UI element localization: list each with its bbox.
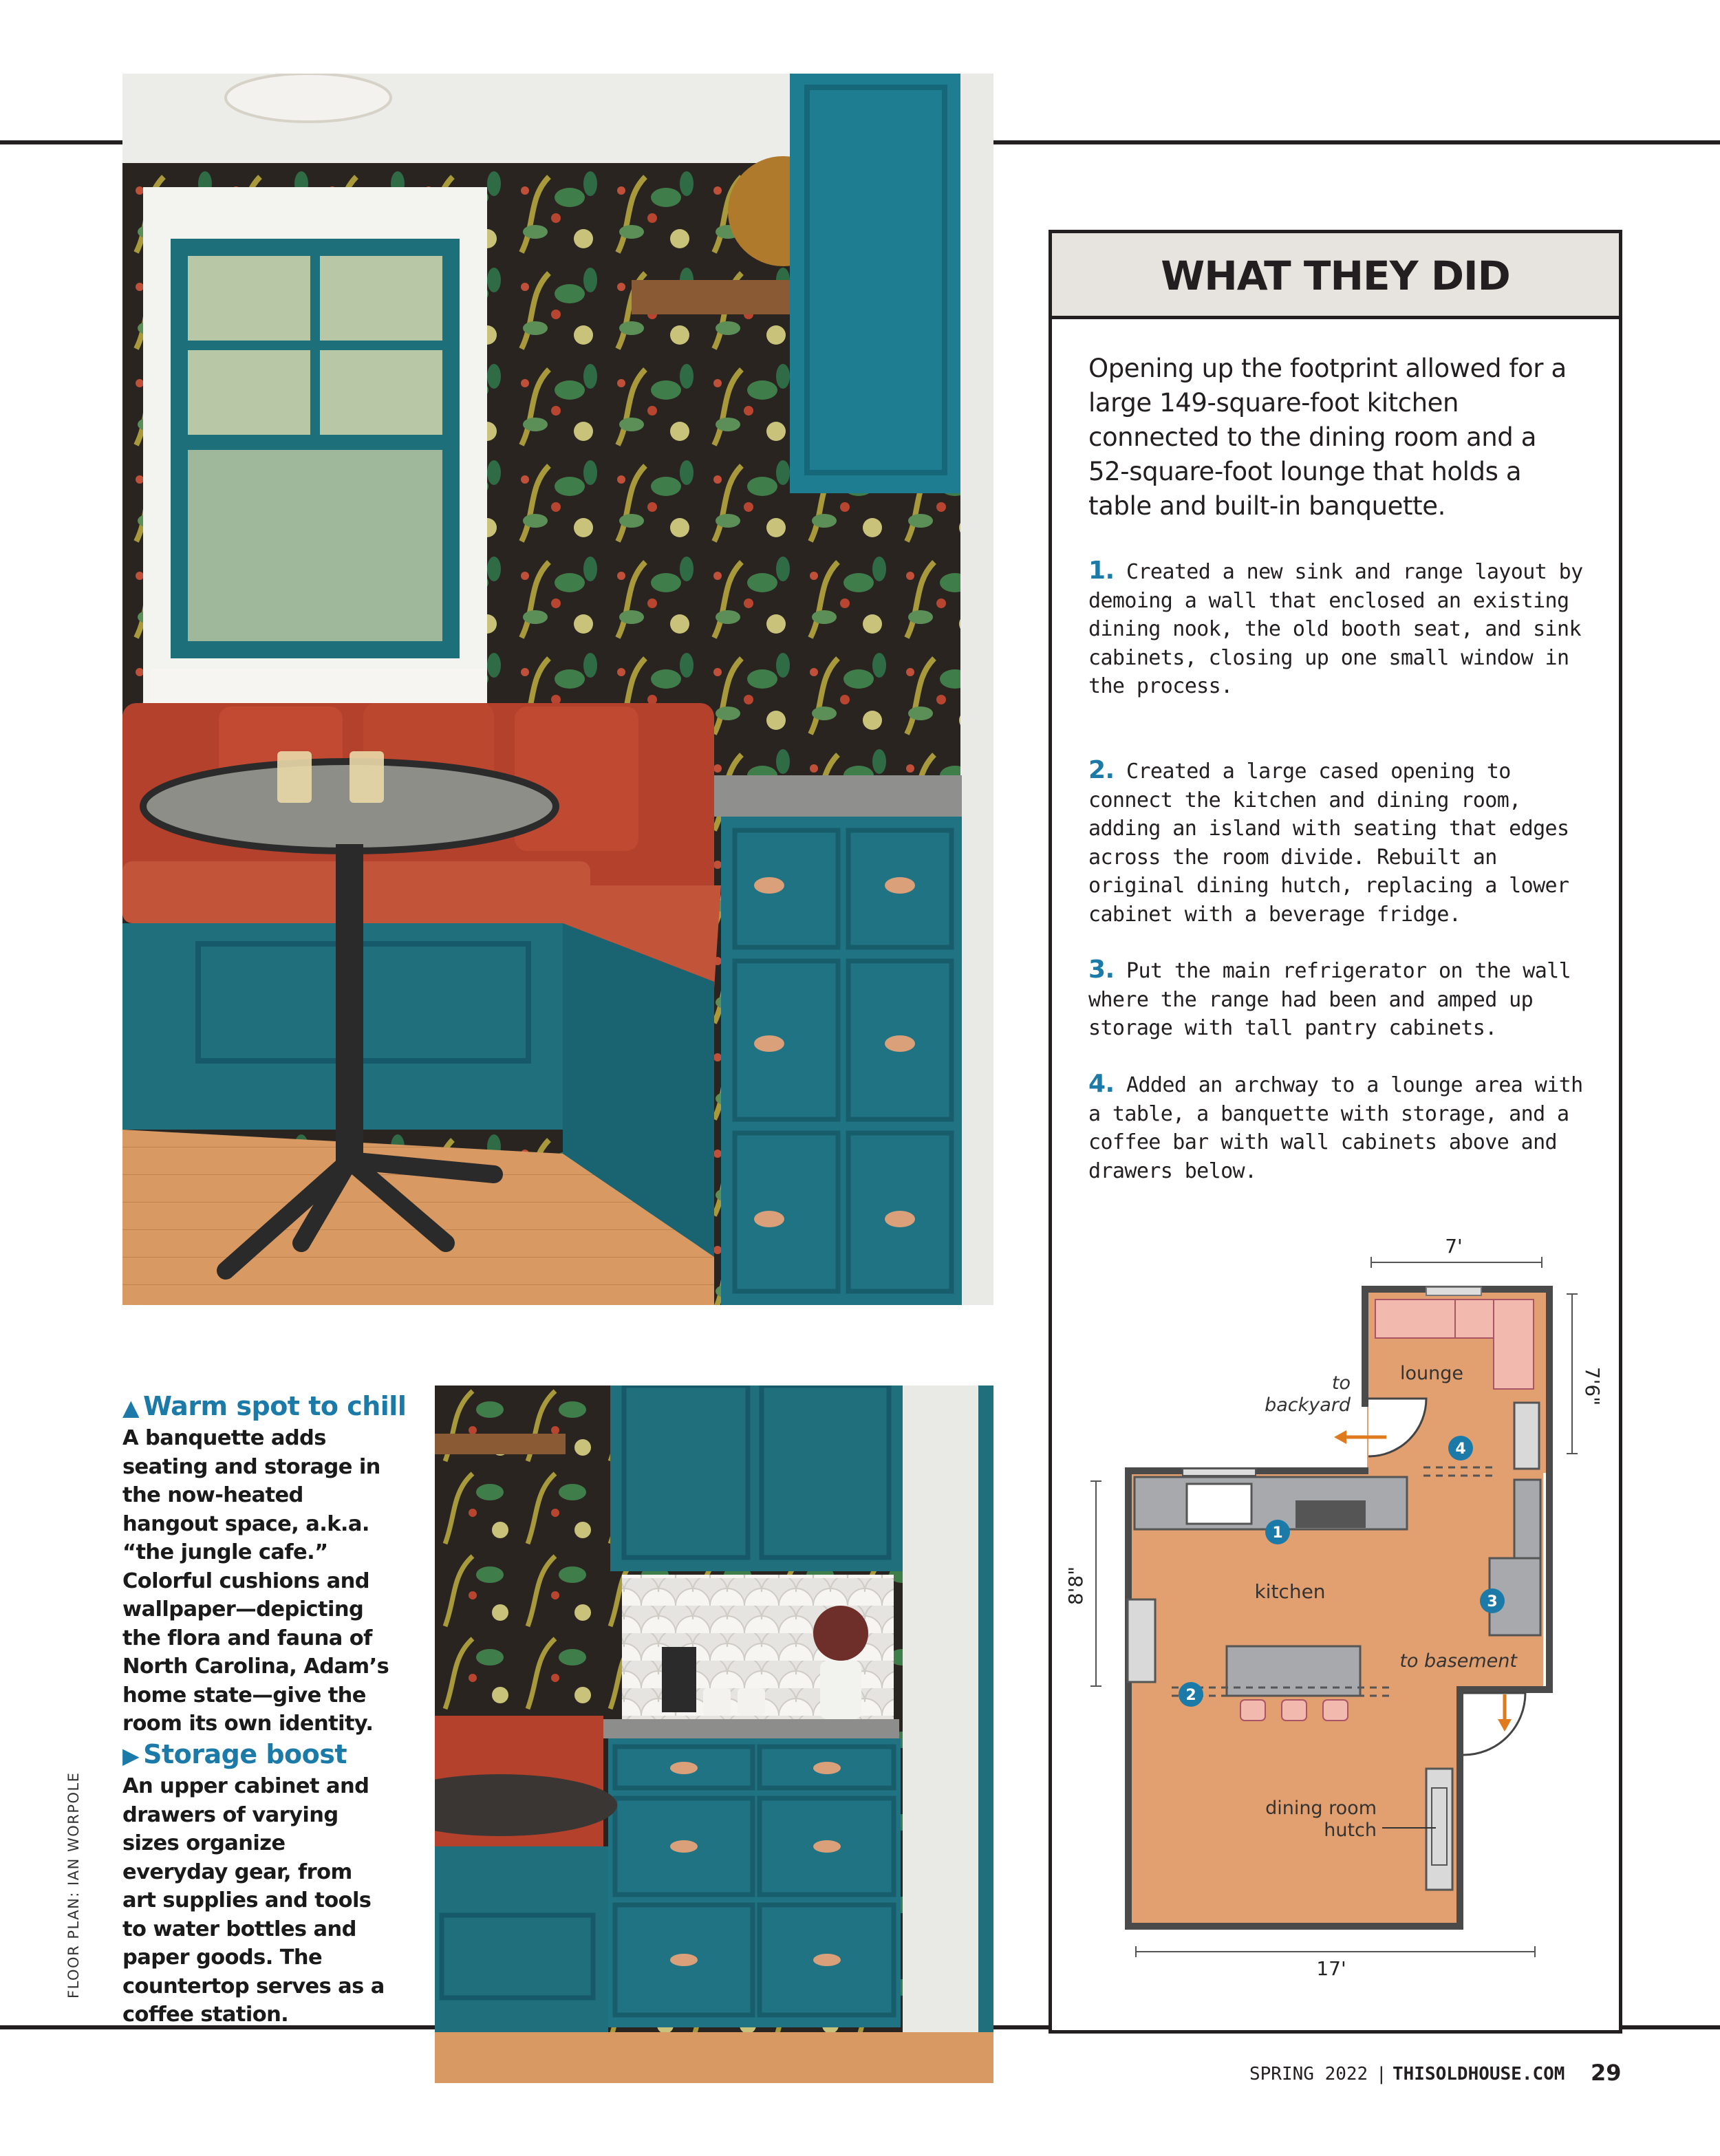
step-number: 1.	[1088, 557, 1115, 585]
floor-plan	[1052, 233, 1619, 2030]
label-kitchen: kitchen	[1254, 1580, 1326, 1603]
marker-3-label: 3	[1487, 1593, 1498, 1610]
box-intro: Opening up the footprint allowed for a large 149-square-foot kitchen connected to the dining room and a 52-square-foot lounge that holds a table and built-in banquette.	[1088, 354, 1567, 521]
marker-2-label: 2	[1185, 1687, 1196, 1704]
step-text: Created a new sink and range layout by demoing a wall that enclosed an existing dining nook, the old booth seat, and sink cabinets, closing up one small window in the process.	[1088, 560, 1583, 698]
top-rule-right	[993, 140, 1720, 144]
label-lounge: lounge	[1400, 1363, 1463, 1384]
label-dining-room: dining room	[1265, 1798, 1377, 1819]
what-they-did-box	[1049, 230, 1622, 2034]
marker-4-label: 4	[1455, 1441, 1466, 1458]
marker-1-label: 1	[1272, 1524, 1283, 1542]
caption-storage-head	[122, 1739, 347, 1769]
coffee-station-photo	[435, 1386, 993, 2083]
caption-storage-title: Storage boost	[143, 1739, 347, 1769]
step-text: Created a large cased opening to connect the kitchen and dining room, adding an island with seating that edges across the room divide. Rebuilt an original dining hutch, replacing a lower cabinet with a beverage fridge.	[1088, 759, 1569, 927]
caption-warm-spot-head	[122, 1391, 406, 1421]
footer-issue: SPRING 2022	[1249, 2064, 1368, 2084]
step-number: 2.	[1088, 756, 1115, 784]
triangle-up-icon: ▲	[122, 1394, 140, 1421]
triangle-right-icon: ▶	[122, 1743, 140, 1769]
floor-plan-credit: FLOOR PLAN: IAN WORPOLE	[65, 1771, 82, 1998]
step-text: Put the main refrigerator on the wall where the range had been and amped up storage with tall pantry cabinets.	[1088, 959, 1571, 1040]
dim-top: 7'	[1445, 1235, 1463, 1258]
dim-right: 7'6"	[1581, 1366, 1604, 1406]
label-to-backyard-2: backyard	[1265, 1394, 1351, 1416]
page-number: 29	[1591, 2060, 1622, 2086]
footer-site: THISOLDHOUSE.COM	[1393, 2064, 1565, 2084]
caption-warm-spot-body: A banquette adds seating and storage in the now-heated hangout space, a.k.a. “the jungle cafe.” Colorful cushions and wallpaper—depicting the flora and fauna of North Carolina, Adam’s home state—give the room its own identity.	[122, 1426, 389, 1736]
caption-storage-body: An upper cabinet and drawers of varying sizes organize everyday gear, from art supplies and tools to water bottles and paper goods. The countertop serves as a coffee station.	[122, 1774, 385, 2027]
top-rule-left	[0, 140, 122, 144]
step-number: 3.	[1088, 956, 1115, 984]
dim-left: 8'8"	[1064, 1566, 1087, 1606]
box-title: WHAT THEY DID	[1161, 252, 1510, 299]
step-text: Added an archway to a lounge area with a table, a banquette with storage, and a coffee bar with wall cabinets above and drawers below.	[1088, 1073, 1583, 1183]
caption-warm-spot-title: Warm spot to chill	[143, 1391, 407, 1421]
banquette-photo	[122, 74, 993, 1305]
step-number: 4.	[1088, 1070, 1115, 1098]
label-hutch: hutch	[1324, 1820, 1377, 1841]
footer-separator: |	[1376, 2064, 1387, 2084]
dim-bottom: 17'	[1316, 1957, 1346, 1980]
label-to-basement: to basement	[1399, 1650, 1517, 1672]
label-to-backyard-1: to	[1331, 1372, 1351, 1394]
